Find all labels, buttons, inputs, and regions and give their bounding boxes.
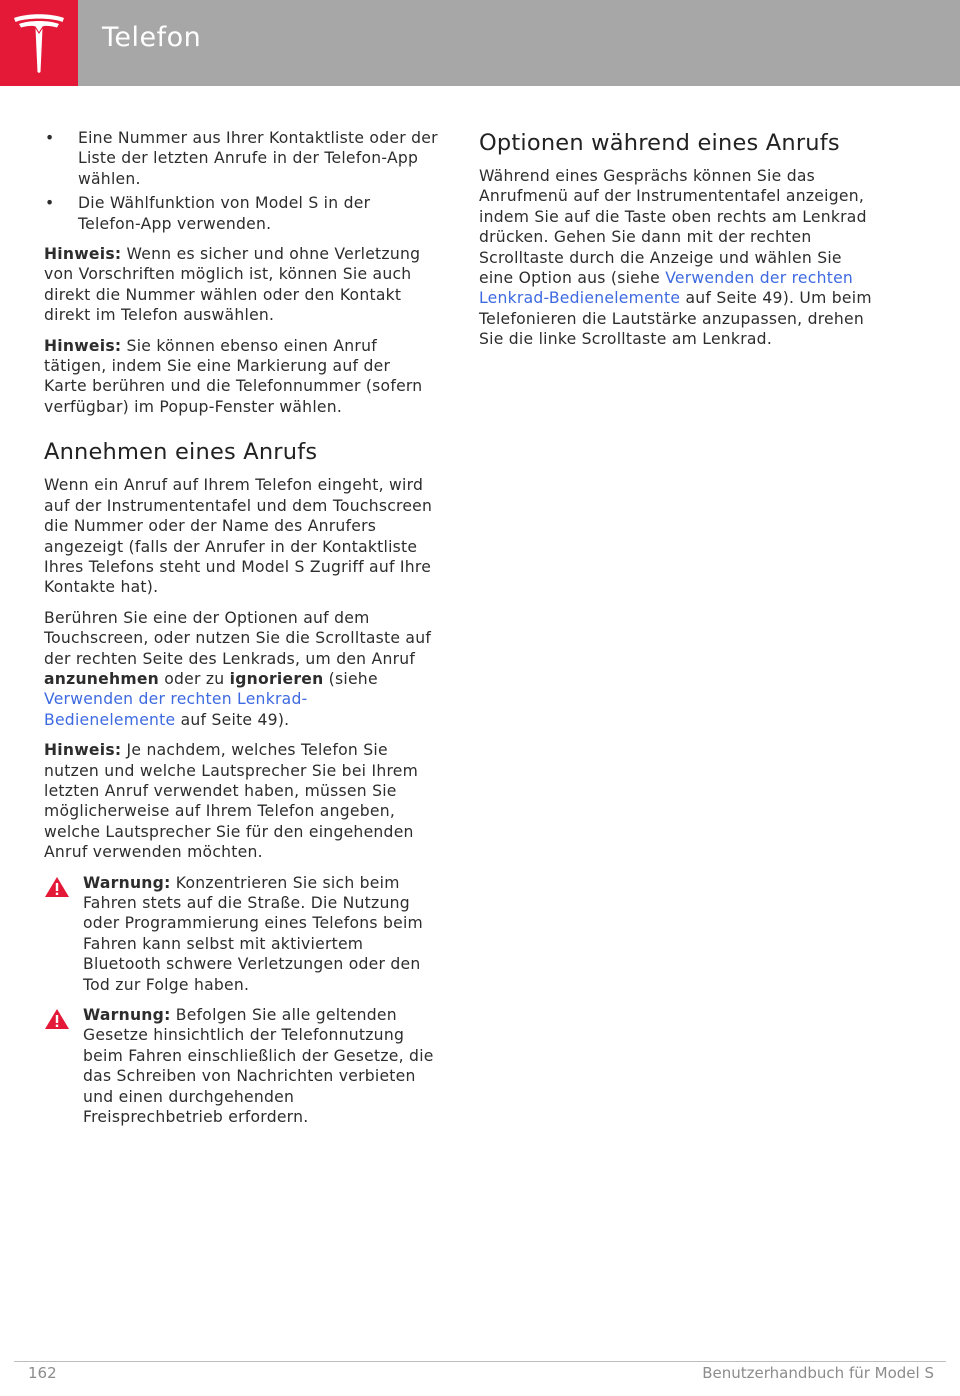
section-heading: Annehmen eines Anrufs	[44, 439, 318, 466]
section-heading: Optionen während eines Anrufs	[479, 130, 840, 156]
header-title: Telefon	[102, 22, 202, 53]
note-label: Hinweis:	[44, 336, 122, 355]
bullet-icon: •	[45, 129, 55, 147]
warning-block: Warnung: Befolgen Sie alle geltenden Gesetze hinsichtlich der Telefonnutzung beim Fahren einschließlich der Gesetze, die das Schreiben von Nachrichten verbieten und einen durchgehenden Freisprechbetrieb erfordern.	[44, 1005, 438, 1127]
cross-reference-link[interactable]: Verwenden der rechten Lenkrad-Bedienelemente	[479, 269, 854, 308]
footer-divider	[14, 1361, 946, 1362]
list-item: • Eine Nummer aus Ihrer Kontaktliste oder der Liste der letzten Anrufe in der Telefon-App wählen.	[45, 129, 438, 188]
note-paragraph: Hinweis: Sie können ebenso einen Anruf tätigen, indem Sie eine Markierung auf der Karte berühren und die Telefonnummer (sofern verfügbar) im Popup-Fenster wählen.	[44, 336, 423, 416]
note-label: Hinweis:	[44, 245, 122, 264]
footer-manual-title: Benutzerhandbuch für Model S	[702, 1364, 934, 1382]
warning-triangle-icon	[44, 876, 70, 898]
brand-logo	[0, 0, 78, 86]
body-paragraph: Berühren Sie eine der Optionen auf dem Touchscreen, oder nutzen Sie die Scrolltaste auf der rechten Seite des Lenkrads, um den Anruf anzunehmen oder zu ignorieren (siehe Verwenden der rechten Lenkrad-Bedienelemente auf Seite 49).	[44, 608, 432, 729]
page-number: 162	[28, 1364, 57, 1382]
bullet-icon: •	[45, 194, 55, 213]
tesla-logo-icon	[13, 14, 65, 74]
page-header	[0, 0, 960, 86]
body-paragraph: Während eines Gesprächs können Sie das Anrufmenü auf der Instrumententafel anzeigen, indem Sie auf die Taste oben rechts am Lenkrad drücken. Gehen Sie dann mit der rechten Scrolltaste durch die Anzeige und wählen Sie eine Option aus (siehe Verwenden der rechten Lenkrad-Bedienelemente auf Seite 49). Um beim Telefonieren die Lautstärke anzupassen, drehen Sie die linke Scrolltaste am Lenkrad.	[479, 167, 872, 349]
body-paragraph: Wenn ein Anruf auf Ihrem Telefon eingeht, wird auf der Instrumententafel und dem Touchscreen die Nummer oder der Name des Anrufers angezeigt (falls der Anrufer in der Kontaktliste Ihres Telefons steht und Model S Zugriff auf Ihre Kontakte hat).	[44, 476, 433, 597]
right-column	[479, 130, 877, 360]
warning-triangle-icon	[44, 1008, 70, 1030]
note-label: Hinweis:	[44, 741, 122, 760]
note-paragraph: Hinweis: Wenn es sicher und ohne Verletzung von Vorschriften möglich ist, können Sie auch direkt die Nummer wählen oder den Kontakt direkt im Telefon auswählen.	[44, 245, 421, 325]
warning-label: Warnung:	[83, 873, 171, 892]
cross-reference-link[interactable]: Verwenden der rechten Lenkrad-Bedienelemente	[44, 690, 308, 729]
note-paragraph: Hinweis: Je nachdem, welches Telefon Sie nutzen und welche Lautsprecher Sie bei Ihrem letzten Anruf verwendet haben, müssen Sie möglicherweise auf Ihrem Telefon angeben, welche Lautsprecher Sie für den eingehenden Anruf verwenden möchten.	[44, 741, 419, 862]
warning-label: Warnung:	[83, 1006, 171, 1025]
list-item: • Die Wählfunktion von Model S in der Telefon-App verwenden.	[45, 194, 371, 233]
warning-block: Warnung: Konzentrieren Sie sich beim Fahren stets auf die Straße. Die Nutzung oder Programmierung eines Telefons beim Fahren kann selbst mit aktiviertem Bluetooth schwere Verletzungen oder den Tod zur Folge haben.	[44, 873, 438, 995]
left-column	[44, 128, 438, 1137]
bullet-list	[44, 128, 438, 234]
